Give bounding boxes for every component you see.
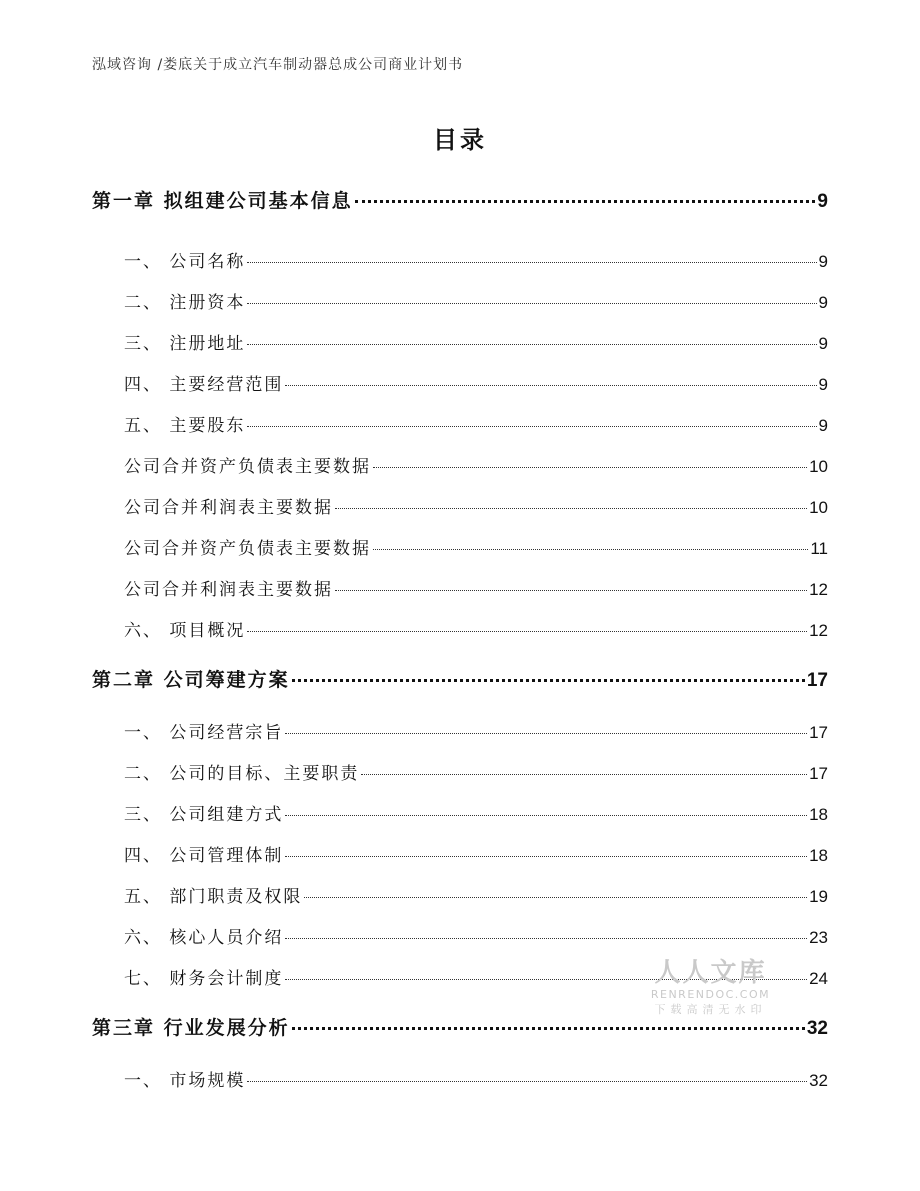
toc-entry-label: 一、 市场规模 — [124, 1071, 246, 1091]
dot-leader — [335, 508, 807, 509]
toc-entry[interactable] — [92, 1013, 828, 1040]
running-header: 泓域咨询 /娄底关于成立汽车制动器总成公司商业计划书 — [92, 57, 464, 73]
toc-entry[interactable] — [124, 411, 828, 436]
toc-entry-label: 五、 主要股东 — [124, 416, 246, 436]
toc-entry-page: 12 — [809, 580, 828, 599]
toc-entry-label: 第二章 公司筹建方案 — [92, 669, 290, 691]
toc-entry-page: 9 — [818, 252, 828, 271]
toc-entry-label: 三、 注册地址 — [124, 334, 246, 354]
dot-leader — [285, 856, 807, 857]
toc-entry[interactable] — [124, 575, 828, 600]
toc-entry-label: 四、 公司管理体制 — [124, 846, 284, 866]
toc-entry[interactable] — [124, 288, 828, 313]
toc-title: 目录 — [433, 126, 487, 154]
toc-entry-page: 17 — [809, 723, 828, 742]
toc-entry-label: 第三章 行业发展分析 — [92, 1017, 290, 1039]
toc-entry[interactable] — [124, 329, 828, 354]
toc-entry-page: 9 — [818, 375, 828, 394]
toc-entry-page: 17 — [806, 670, 828, 691]
toc-entry-page: 32 — [806, 1018, 828, 1039]
dot-leader — [361, 774, 807, 775]
toc-entry-label: 二、 注册资本 — [124, 293, 246, 313]
toc-entry-label: 六、 核心人员介绍 — [124, 928, 284, 948]
toc-entry-label: 一、 公司名称 — [124, 252, 246, 272]
dot-leader — [285, 385, 816, 386]
toc-entry-label: 七、 财务会计制度 — [124, 969, 284, 989]
toc-entry-page: 12 — [809, 621, 828, 640]
toc-entry-label: 一、 公司经营宗旨 — [124, 723, 284, 743]
toc-entry[interactable] — [92, 665, 828, 692]
dot-leader — [247, 631, 807, 632]
toc-entry-label: 公司合并资产负债表主要数据 — [124, 539, 371, 559]
toc-entry-label: 公司合并利润表主要数据 — [124, 498, 333, 518]
dot-leader — [373, 467, 807, 468]
toc-entry-label: 三、 公司组建方式 — [124, 805, 284, 825]
toc-entry-page: 18 — [809, 805, 828, 824]
toc-entry-page: 32 — [809, 1071, 828, 1090]
toc-entry[interactable] — [124, 1066, 828, 1091]
toc-entry-label: 五、 部门职责及权限 — [124, 887, 303, 907]
toc-entry-page: 17 — [809, 764, 828, 783]
toc-entry-page: 23 — [809, 928, 828, 947]
dot-leader — [292, 1027, 805, 1030]
toc-entry-label: 第一章 拟组建公司基本信息 — [92, 190, 353, 212]
toc-entry[interactable] — [124, 534, 828, 559]
toc-entry-page: 18 — [809, 846, 828, 865]
dot-leader — [247, 344, 816, 345]
toc-entry[interactable] — [124, 370, 828, 395]
dot-leader — [355, 200, 816, 203]
toc-entry-page: 9 — [817, 191, 828, 212]
dot-leader — [247, 426, 816, 427]
dot-leader — [335, 590, 807, 591]
dot-leader — [247, 262, 816, 263]
dot-leader — [285, 938, 807, 939]
toc-entry-page: 9 — [818, 416, 828, 435]
toc-entry-label: 六、 项目概况 — [124, 621, 246, 641]
watermark-logo — [648, 958, 773, 1017]
toc-entry-page: 19 — [809, 887, 828, 906]
dot-leader — [247, 1081, 807, 1082]
toc-entry-page: 11 — [810, 539, 828, 558]
toc-entry[interactable] — [124, 493, 828, 518]
toc-entry-label: 公司合并利润表主要数据 — [124, 580, 333, 600]
toc-entry-label: 二、 公司的目标、主要职责 — [124, 764, 360, 784]
toc-entry[interactable] — [124, 616, 828, 641]
toc-entry-page: 10 — [809, 457, 828, 476]
dot-leader — [285, 815, 807, 816]
toc-entry-page: 9 — [818, 293, 828, 312]
toc-entry[interactable] — [124, 247, 828, 272]
toc-entry[interactable] — [124, 882, 828, 907]
toc-entry[interactable] — [124, 759, 828, 784]
toc-entry-page: 9 — [818, 334, 828, 353]
watermark-tagline: 下载高清无水印 — [654, 1003, 767, 1016]
toc-entry[interactable] — [124, 841, 828, 866]
toc-entry-label: 四、 主要经营范围 — [124, 375, 284, 395]
dot-leader — [373, 549, 808, 550]
toc-entry[interactable] — [124, 718, 828, 743]
dot-leader — [304, 897, 807, 898]
toc-entry[interactable] — [124, 923, 828, 948]
toc-entry-page: 10 — [809, 498, 828, 517]
toc-entry-label: 公司合并资产负债表主要数据 — [124, 457, 371, 477]
toc-entry[interactable] — [124, 452, 828, 477]
dot-leader — [292, 679, 805, 682]
dot-leader — [247, 303, 816, 304]
watermark-url: RENRENDOC.COM — [650, 988, 771, 1001]
toc-entry-page: 24 — [809, 969, 828, 988]
watermark-main: 人人文库 — [654, 958, 767, 988]
toc-entry[interactable] — [92, 186, 828, 213]
toc-entry[interactable] — [124, 800, 828, 825]
dot-leader — [285, 733, 807, 734]
